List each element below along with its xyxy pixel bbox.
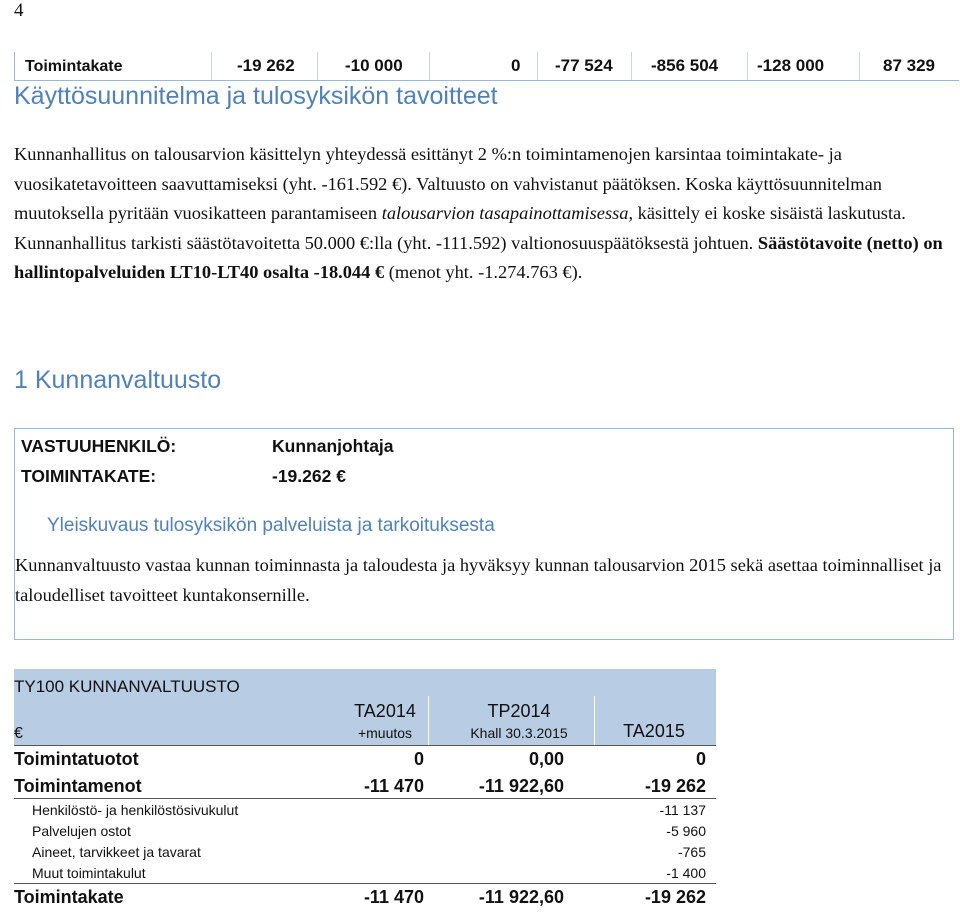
responsible-label: VASTUUHENKILÖ:: [21, 436, 177, 456]
info-box: [14, 428, 954, 640]
paragraph-text: (menot yht. -1.274.763 €).: [384, 262, 583, 282]
top-row-value: 87 329: [883, 56, 935, 75]
paragraph-text: Kunnanhallitus on talousarvion käsittelyn yhteydessä esittänyt 2 %:n toimintamenojen karsintaa toimintakate- ja vuosikatetavoitteen saavuttamiseksi (yht. -161.592 €). Valtuusto on vahvistanut päätöksen. Koska käyttösuunnitelman muutoksella pyritään vuosikatteen parantamiseen: [14, 144, 882, 223]
paragraph-bold: Säästötavoite (netto) on hallintopalveluiden LT10-LT40 osalta -18.044 €: [14, 232, 943, 282]
savings-paragraph: [14, 140, 944, 288]
top-row-value: -856 504: [651, 56, 719, 75]
description-text: Kunnanvaltuusto vastaa kunnan toiminnasta ja taloudesta ja hyväksyy kunnan talousarvion 2015 sekä asettaa toiminnalliset ja taloudelliset tavoitteet kuntakonsernille.: [15, 555, 942, 605]
top-row-value: 0: [511, 56, 521, 75]
top-total-row: [14, 52, 959, 81]
budget-table: TY100 KUNNANVALTUUSTO € TA2014 +muutos TP2014 Khall 30.3.2015 TA2015 Toimintatuotot 0 0,00 0 Toimintamenot -11 470 -11 922,60 -19 262 Henkilöstö- ja henkilöstösivukulut -11 137 Palvelujen ostot -5 960 Aineet, tarvikkeet ja tavarat -765 Muut toimintakulut -1 400 Toimintakate -11 470 -11 922,60 -19 262: [14, 669, 716, 913]
currency-label: €: [14, 725, 23, 742]
col-ta2015: TA2015: [623, 721, 685, 741]
top-row-label: Toimintakate: [25, 58, 123, 75]
top-row-value: -77 524: [555, 56, 613, 75]
table-title: TY100 KUNNANVALTUUSTO: [14, 677, 240, 696]
top-row-value: -10 000: [345, 56, 403, 75]
col-ta2014-sub: +muutos: [357, 725, 413, 741]
top-row-value: -128 000: [757, 56, 825, 75]
paragraph-text: , käsittely ei koske sisäistä laskutusta. Kunnanhallitus tarkisti säästötavoitetta 50.000 €:lla (yht. -111.592) valtionosuuspäätöksestä johtuen.: [14, 203, 906, 253]
unit-title: 1 Kunnanvaltuusto: [14, 366, 222, 394]
col-ta2014: TA2014: [354, 701, 416, 721]
description-heading: Yleiskuvaus tulosyksikön palveluista ja tarkoituksesta: [47, 515, 495, 536]
page-number: 4: [14, 0, 24, 21]
col-tp2014: TP2014: [487, 701, 551, 721]
section-title: Käyttösuunnitelma ja tulosyksikön tavoitteet: [14, 82, 498, 110]
top-row-value: -19 262: [237, 56, 295, 75]
col-tp2014-sub: Khall 30.3.2015: [470, 725, 568, 741]
margin-label: TOIMINTAKATE:: [21, 466, 157, 486]
paragraph-italic: talousarvion tasapainottamisessa: [381, 203, 629, 223]
margin-value: -19.262 €: [272, 466, 346, 486]
responsible-value: Kunnanjohtaja: [272, 436, 394, 456]
table-header: [14, 669, 716, 745]
